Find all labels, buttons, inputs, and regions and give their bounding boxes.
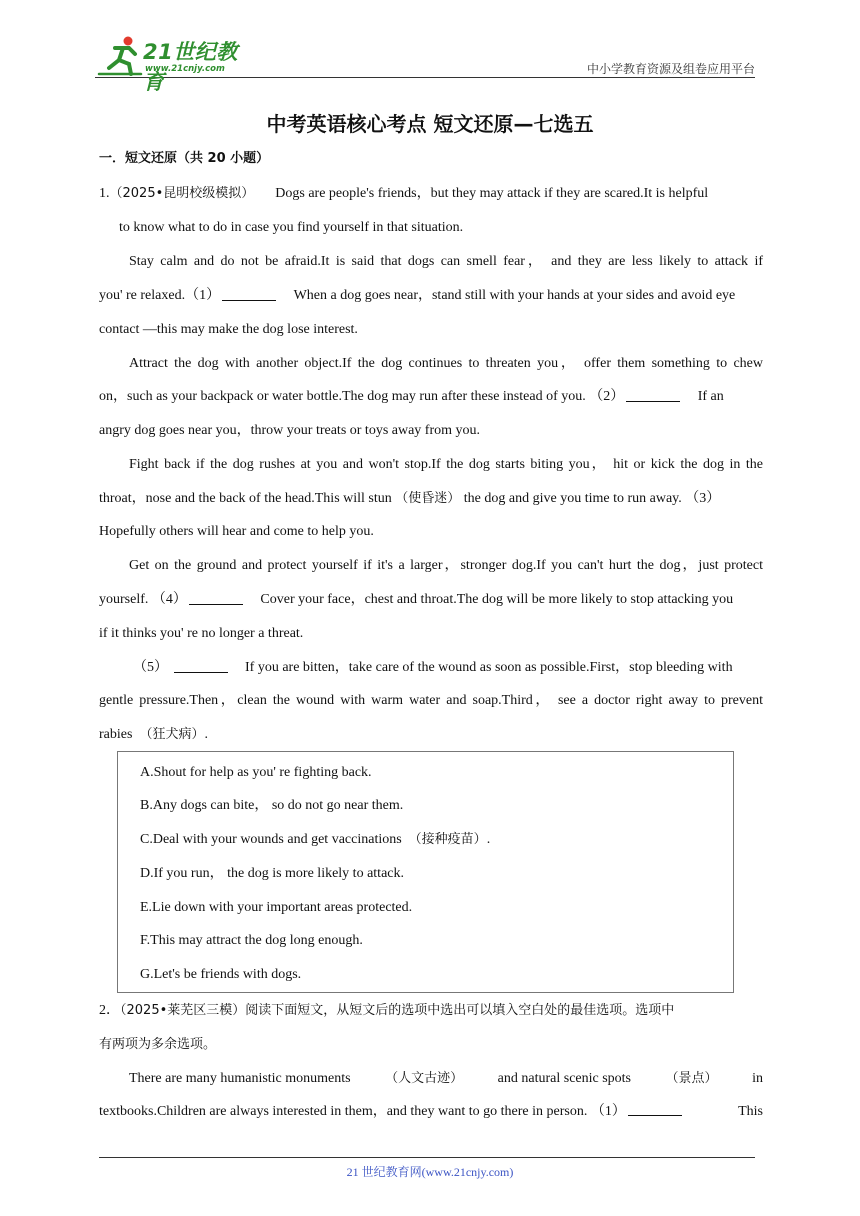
q1-p4-line-3: if it thinks you' re no longer a threat. — [99, 626, 304, 641]
q1-p5-text-c: rabies — [99, 727, 133, 742]
q2-p1-text-c: and natural scenic spots — [497, 1071, 632, 1086]
footer-divider — [99, 1157, 755, 1158]
q1-option-f[interactable]: F.This may attract the dog long enough. — [140, 933, 363, 948]
running-figure-icon — [95, 34, 145, 78]
q2-p1-line-2 — [99, 1102, 763, 1122]
q1-option-d[interactable]: D.If you run， the dog is more likely to attack. — [140, 866, 404, 881]
q1-p5-period: . — [204, 727, 208, 742]
q1-intro-line-2: to know what to do in case you find yourself in that situation. — [119, 220, 464, 235]
q1-option-c-gloss: （接种疫苗） — [408, 832, 487, 847]
q1-p1-line-3: contact —this may make the dog lose interest. — [99, 322, 358, 337]
page-header — [95, 34, 755, 94]
q1-p5-line-2: gentle pressure.Then，clean the wound with warm water and soap.Third， see a doctor right away to prevent — [99, 693, 763, 708]
q2-p1-text-a: There are many humanistic monuments — [129, 1071, 351, 1086]
section-heading: 一．短文还原（共 20 小题） — [99, 151, 270, 166]
q1-p3-text-a: throat，nose and the back of the head.This will stun — [99, 491, 392, 506]
footer-text[interactable]: 21 世纪教育网(www.21cnjy.com) — [346, 1165, 514, 1179]
q1-p3-text-c: the dog and give you time to run away. （3） — [463, 491, 721, 506]
q1-p5-gloss: （狂犬病） — [139, 727, 205, 742]
q1-p5-text-a: （5） — [133, 660, 168, 675]
platform-tagline: 中小学教育资源及组卷应用平台 — [586, 62, 755, 76]
q1-intro-line-1 — [99, 184, 763, 204]
q1-p4-line-1: Get on the ground and protect yourself if it's a larger，stronger dog.If you can't hurt the dog，just protect — [129, 558, 763, 573]
q1-p4-text-b: Cover your face，chest and throat.The dog will be more likely to stop attacking you — [260, 592, 734, 607]
q1-p4-line-2 — [99, 590, 763, 610]
q1-blank-2[interactable] — [626, 388, 680, 402]
q1-p2-text-a: on，such as your backpack or water bottle.The dog may run after these instead of you. （2） — [99, 389, 625, 404]
q1-p3-line-2 — [99, 489, 763, 509]
q1-p2-line-1: Attract the dog with another object.If the dog continues to threaten you， offer them something to chew — [129, 356, 763, 371]
q2-number: 2． — [99, 1003, 120, 1018]
document-title: 中考英语核心考点 短文还原—七选五 — [266, 112, 594, 136]
q1-p1-text-a: you' re relaxed.（1） — [99, 288, 221, 303]
q2-p1-text-e: in — [752, 1071, 763, 1086]
q2-p1-text-2a: textbooks.Children are always interested in them，and they want to go there in person. （1） — [99, 1104, 626, 1119]
q1-p3-gloss: （使昏迷） — [395, 491, 461, 506]
q1-option-g[interactable]: G.Let's be friends with dogs. — [140, 967, 302, 982]
q1-p5-text-b: If you are bitten，take care of the wound as soon as possible.First，stop bleeding with — [245, 660, 733, 675]
q1-source: （2025•昆明校级模拟） — [109, 186, 255, 201]
q1-option-b[interactable]: B.Any dogs can bite， so do not go near them. — [140, 798, 404, 813]
q1-blank-1[interactable] — [222, 287, 276, 301]
q1-p1-text-b: When a dog goes near，stand still with your hands at your sides and avoid eye — [293, 288, 736, 303]
q1-blank-4[interactable] — [189, 591, 243, 605]
q1-p3-line-1: Fight back if the dog rushes at you and won't stop.If the dog starts biting you， hit or kick the dog in the — [129, 457, 763, 472]
q1-option-c-text: C.Deal with your wounds and get vaccinations — [140, 832, 402, 847]
q1-option-a[interactable]: A.Shout for help as you' re fighting back. — [140, 765, 372, 780]
q1-p2-line-2 — [99, 387, 763, 407]
q1-option-e[interactable]: E.Lie down with your important areas protected. — [140, 900, 413, 915]
q1-p5-line-3 — [99, 725, 763, 745]
logo-text: 21世纪教育 — [143, 40, 238, 94]
q1-p2-line-3: angry dog goes near you，throw your treats or toys away from you. — [99, 423, 481, 438]
q2-p1-gloss-2: （景点） — [665, 1071, 718, 1086]
q1-blank-5[interactable] — [174, 659, 228, 673]
q1-p1-line-2 — [99, 286, 763, 306]
q1-number: 1. — [99, 186, 110, 201]
q1-p5-line-1 — [133, 658, 763, 678]
q1-option-c[interactable] — [140, 830, 490, 850]
q1-intro-text-1: Dogs are people's friends，but they may attack if they are scared.It is helpful — [275, 186, 709, 201]
q2-blank-1[interactable] — [628, 1102, 682, 1116]
q2-p1-line-1 — [129, 1069, 763, 1089]
q2-line-2: 有两项为多余选项。 — [99, 1037, 217, 1052]
q1-p1-line-1: Stay calm and do not be afraid.It is said that dogs can smell fear， and they are less likely to attack if — [129, 254, 763, 269]
q1-p3-line-3: Hopefully others will hear and come to help you. — [99, 524, 374, 539]
q1-option-c-period: . — [486, 832, 491, 847]
site-logo — [95, 34, 255, 94]
logo-url: www.21cnjy.com — [145, 64, 225, 74]
q2-instructions: （2025•莱芜区三模）阅读下面短文，从短文后的选项中选出可以填入空白处的最佳选项。选项中 — [120, 1003, 675, 1018]
q1-p2-text-b: If an — [697, 389, 724, 404]
q2-line-1 — [99, 1001, 763, 1021]
q1-p4-text-a: yourself. （4） — [99, 592, 187, 607]
q2-p1-gloss-1: （人文古迹） — [385, 1071, 464, 1086]
q2-p1-text-2b: This — [738, 1104, 763, 1119]
q1-options-box — [117, 751, 734, 993]
